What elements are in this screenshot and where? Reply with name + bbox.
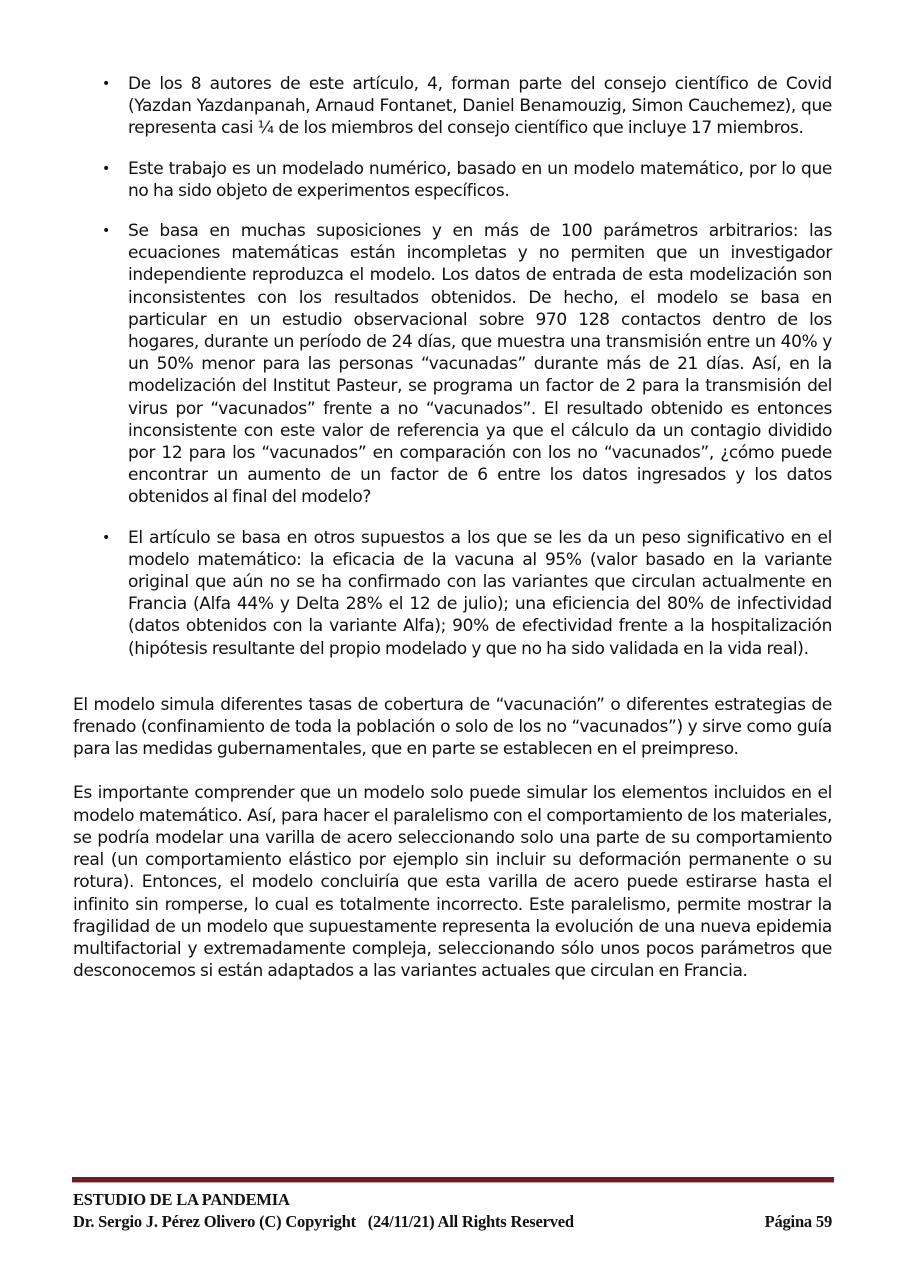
footer-copyright: Dr. Sergio J. Pérez Olivero (C) Copyright (24/11/21) All Rights Reserved [73, 1212, 574, 1231]
bullet-list [73, 73, 832, 660]
page-footer [73, 1189, 832, 1233]
bullet-icon: • [102, 160, 110, 177]
bullet-item-numerical-model [73, 158, 832, 202]
footer-divider [72, 1177, 834, 1183]
bullet-item-other-assumptions [73, 527, 832, 660]
bullet-item-authors [73, 73, 832, 140]
bullet-text: De los 8 autores de este artículo, 4, forman parte del consejo científico de Covid (Yazdan Yazdanpanah, Arnaud Fontanet, Daniel Benamouzig, Simon Cauchemez), que representa casi ¼ de los miembros del consejo científico que incluye 17 miembros. [128, 74, 832, 139]
bullet-text: Este trabajo es un modelado numérico, basado en un modelo matemático, por lo que no ha sido objeto de experimentos específicos. [128, 158, 832, 201]
paragraph-model-limitations: Es importante comprender que un modelo solo puede simular los elementos incluidos en el modelo matemático. Así, para hacer el paralelismo con el comportamiento de los materiales, se podría modelar una varilla de acero seleccionando solo una parte de su comportamiento real (un comportamiento elástico por ejemplo sin incluir su deformación permanente o su rotura). Entonces, el modelo concluiría que esta varilla de acero puede estirarse hasta el infinito sin romperse, lo cual es totalmente incorrecto. Este paralelismo, permite mostrar la fragilidad de un modelo que supuestamente representa la evolución de una nueva epidemia multifactorial y extremadamente compleja, seleccionando sólo unos pocos parámetros que desconocemos si están adaptados a las variantes actuales que circulan en Francia. [73, 783, 832, 982]
footer-title: ESTUDIO DE LA PANDEMIA [73, 1190, 290, 1209]
bullet-icon: • [102, 529, 110, 546]
bullet-text: El artículo se basa en otros supuestos a los que se les da un peso significativo en el modelo matemático: la eficacia de la vacuna al 95% (valor basado en la variante original que aún no se ha confirmado con las variantes que circulan actualmente en Francia (Alfa 44% y Delta 28% el 12 de julio); una eficiencia del 80% de infectividad (datos obtenidos con la variante Alfa); 90% de efectividad frente a la hospitalización (hipótesis resultante del propio modelado y que no ha sido validada en la vida real). [128, 527, 832, 659]
bullet-icon: • [102, 76, 110, 92]
page-number: Página 59 [764, 1212, 832, 1231]
footer-line [73, 1211, 832, 1233]
bullet-text: Se basa en muchas suposiciones y en más de 100 parámetros arbitrarios: las ecuaciones matemáticas están incompletas y no permiten que un investigador independiente reproduzca el modelo. Los datos de entrada de esta modelización son inconsistentes con los resultados obtenidos. De hecho, el modelo se basa en particular en un estudio observacional sobre 970 128 contactos dentro de los hogares, durante un período de 24 días, que muestra una transmisión entre un 40% y un 50% menor para las personas “vacunadas” durante más de 21 días. Así, en la modelización del Institut Pasteur, se programa un factor de 2 para la transmisión del virus por “vacunados” frente a no “vacunados”. El resultado obtenido es entonces inconsistente con este valor de referencia ya que el cálculo da un contagio dividido por 12 para los “vacunados” en comparación con los no “vacunados”, ¿cómo puede encontrar un aumento de un factor de 6 entre los datos ingresados y los datos obtenidos al final del modelo? [128, 221, 832, 508]
paragraph-model-simulation: El modelo simula diferentes tasas de cobertura de “vacunación” o diferentes estrategias de frenado (confinamiento de toda la población o solo de los no “vacunados”) y sirve como guía para las medidas gubernamentales, que en parte se establecen en el preimpreso. [73, 694, 832, 760]
document-page [73, 73, 832, 982]
bullet-icon: • [102, 223, 110, 240]
bullet-item-assumptions [73, 220, 832, 509]
